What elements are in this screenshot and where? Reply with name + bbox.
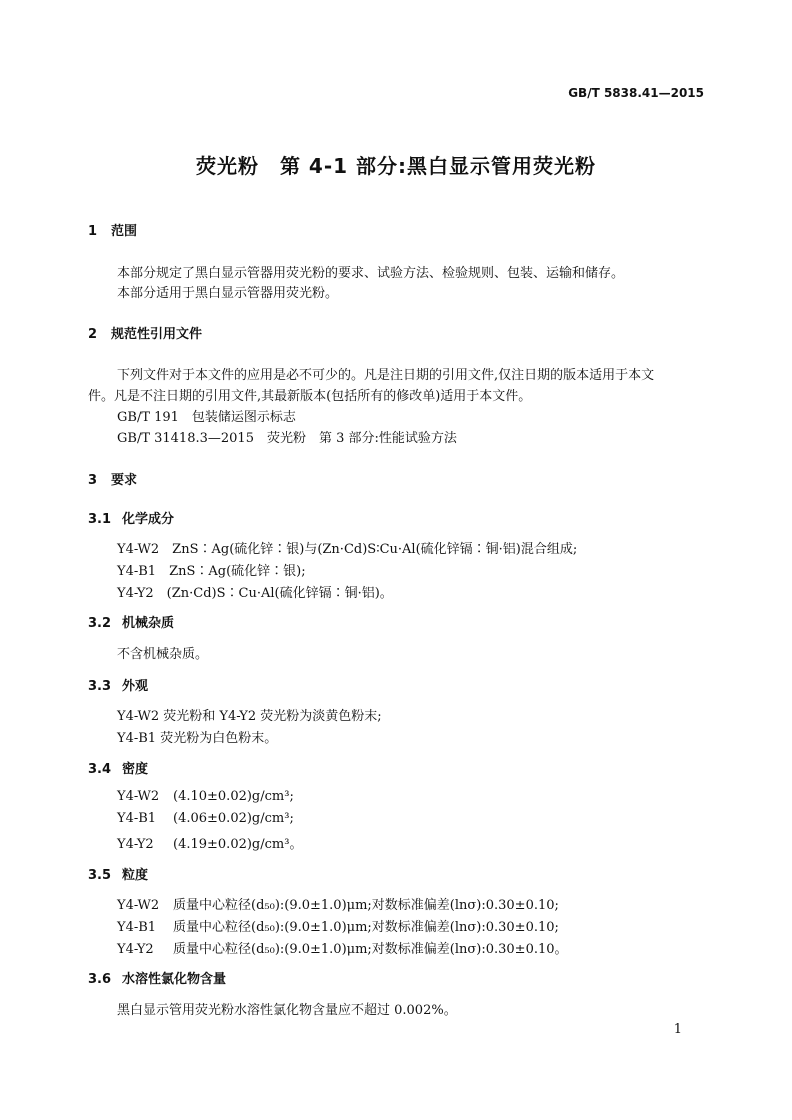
section-2-heading: [88, 323, 202, 342]
list-item: Y4-B1 荧光粉为白色粉末。: [117, 731, 278, 746]
paragraph: 黑白显示管用荧光粉水溶性氯化物含量应不超过 0.002%。: [117, 1003, 457, 1018]
list-item: [117, 894, 559, 913]
particle-size-value: 质量中心粒径(d₅₀):(9.0±1.0)μm;对数标准偏差(lnσ):0.30±0.10;: [173, 920, 559, 935]
section-number: 2: [88, 327, 98, 342]
subsection-title: 化学成分: [122, 512, 175, 527]
particle-size-value: 质量中心粒径(d₅₀):(9.0±1.0)μm;对数标准偏差(lnσ):0.30±0.10。: [173, 942, 568, 957]
subsection-3-3-heading: [88, 675, 148, 694]
list-item: [117, 811, 294, 826]
subsection-number: 3.6: [88, 972, 112, 987]
paragraph: 本部分规定了黑白显示管器用荧光粉的要求、试验方法、检验规则、包装、运输和储存。: [117, 266, 625, 281]
subsection-3-6-heading: [88, 968, 226, 987]
list-item: Y4-B1 ZnS∶Ag(硫化锌∶银);: [117, 564, 306, 579]
document-title: 荧光粉 第 4-1 部分:黑白显示管用荧光粉: [195, 154, 597, 178]
density-value: (4.10±0.02)g/cm³;: [173, 789, 294, 804]
list-item: Y4-W2 ZnS∶Ag(硫化锌∶银)与(Zn·Cd)S∶Cu·Al(硫化锌镉∶铜·铝)混合组成;: [117, 542, 578, 557]
subsection-3-2-heading: [88, 612, 174, 631]
list-item: [117, 938, 568, 957]
grade-code: Y4-W2: [117, 898, 160, 913]
density-value: (4.06±0.02)g/cm³;: [173, 811, 294, 826]
reference-item: GB/T 31418.3—2015 荧光粉 第 3 部分:性能试验方法: [117, 431, 457, 446]
subsection-title: 水溶性氯化物含量: [122, 972, 227, 987]
subsection-number: 3.5: [88, 868, 112, 883]
density-value: (4.19±0.02)g/cm³。: [173, 837, 303, 852]
subsection-3-4-heading: [88, 758, 148, 777]
subsection-number: 3.1: [88, 512, 112, 527]
section-title: 范围: [111, 224, 138, 239]
list-item: [117, 833, 302, 852]
paragraph: 下列文件对于本文件的应用是必不可少的。凡是注日期的引用文件,仅注日期的版本适用于本文: [117, 368, 655, 383]
reference-item: GB/T 191 包装储运图示标志: [117, 410, 296, 425]
paragraph: 不含机械杂质。: [117, 647, 209, 662]
section-title: 规范性引用文件: [111, 327, 203, 342]
paragraph: 本部分适用于黑白显示管器用荧光粉。: [117, 286, 339, 301]
section-1-heading: [88, 220, 137, 239]
subsection-title: 粒度: [122, 868, 149, 883]
section-number: 1: [88, 224, 98, 239]
subsection-title: 外观: [122, 679, 149, 694]
grade-code: Y4-B1: [117, 920, 157, 935]
grade-code: Y4-Y2: [117, 837, 154, 852]
section-3-heading: [88, 469, 137, 488]
subsection-number: 3.4: [88, 762, 112, 777]
paragraph-continuation: 件。凡是不注日期的引用文件,其最新版本(包括所有的修改单)适用于本文件。: [88, 389, 532, 404]
list-item: [117, 916, 559, 935]
subsection-title: 密度: [122, 762, 149, 777]
subsection-title: 机械杂质: [122, 616, 175, 631]
section-number: 3: [88, 473, 98, 488]
list-item: [117, 789, 294, 804]
grade-code: Y4-W2: [117, 789, 160, 804]
subsection-number: 3.3: [88, 679, 112, 694]
subsection-number: 3.2: [88, 616, 112, 631]
list-item: Y4-W2 荧光粉和 Y4-Y2 荧光粉为淡黄色粉末;: [117, 709, 382, 724]
subsection-3-1-heading: [88, 508, 174, 527]
section-title: 要求: [111, 473, 138, 488]
page-number: 1: [673, 1022, 682, 1037]
grade-code: Y4-B1: [117, 811, 157, 826]
subsection-3-5-heading: [88, 864, 148, 883]
list-item: Y4-Y2 (Zn·Cd)S∶Cu·Al(硫化锌镉∶铜·铝)。: [117, 586, 393, 601]
standard-number: GB/T 5838.41—2015: [568, 86, 704, 100]
particle-size-value: 质量中心粒径(d₅₀):(9.0±1.0)μm;对数标准偏差(lnσ):0.30±0.10;: [173, 898, 559, 913]
grade-code: Y4-Y2: [117, 942, 154, 957]
